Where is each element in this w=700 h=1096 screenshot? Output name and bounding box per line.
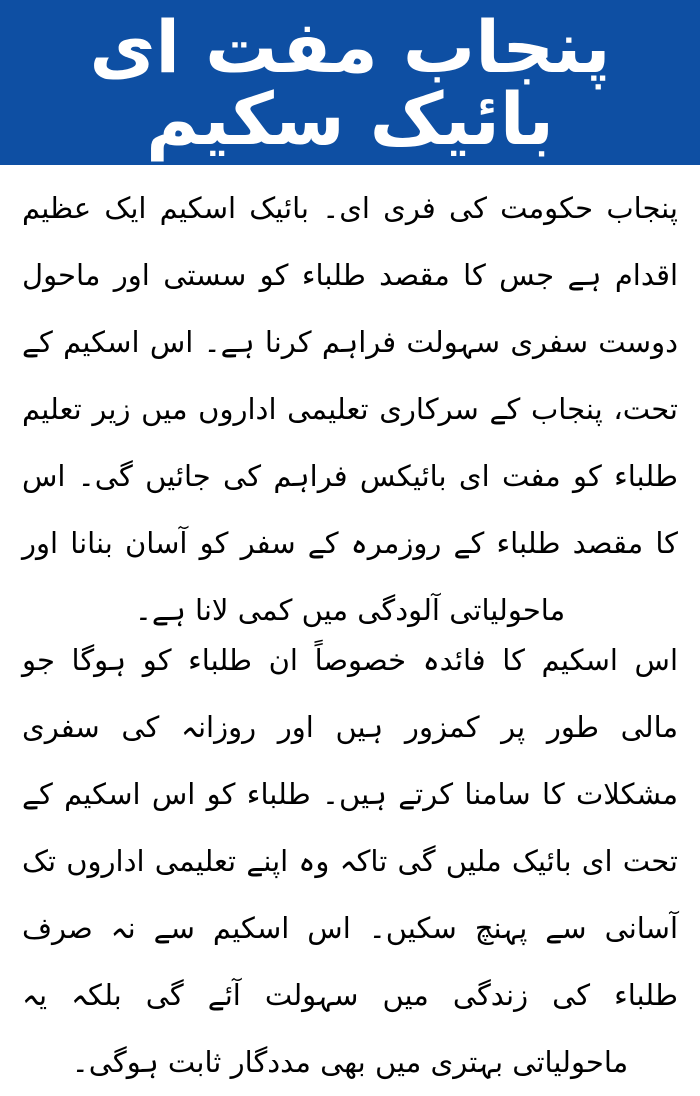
title-banner [0, 0, 700, 165]
page-title: پنجاب مفت ای بائیک سکیم [89, 4, 611, 161]
paragraph-1: پنجاب حکومت کی فری ای۔ بائیک اسکیم ایک عظیم اقدام ہے جس کا مقصد طلباء کو سستی اور ماحول دوست سفری سہولت فراہم کرنا ہے۔ اس اسکیم کے تحت، پنجاب کے سرکاری تعلیمی اداروں میں زیر تعلیم طلباء کو مفت ای بائیکس فراہم کی جائیں گی۔ اس کا مقصد طلباء کے روزمرہ کے سفر کو آسان بنانا اور ماحولیاتی آلودگی میں کمی لانا ہے۔ [22, 191, 678, 627]
paragraph-2: اس اسکیم کا فائدہ خصوصاً ان طلباء کو ہوگا جو مالی طور پر کمزور ہیں اور روزانہ کی سفری مشکلات کا سامنا کرتے ہیں۔ طلباء کو اس اسکیم کے تحت ای بائیک ملیں گی تاکہ وہ اپنے تعلیمی اداروں تک آسانی سے پہنچ سکیں۔ اس اسکیم سے نہ صرف طلباء کی زندگی میں سہولت آئے گی بلکہ یہ ماحولیاتی بہتری میں بھی مددگار ثابت ہوگی۔ [22, 643, 678, 1079]
